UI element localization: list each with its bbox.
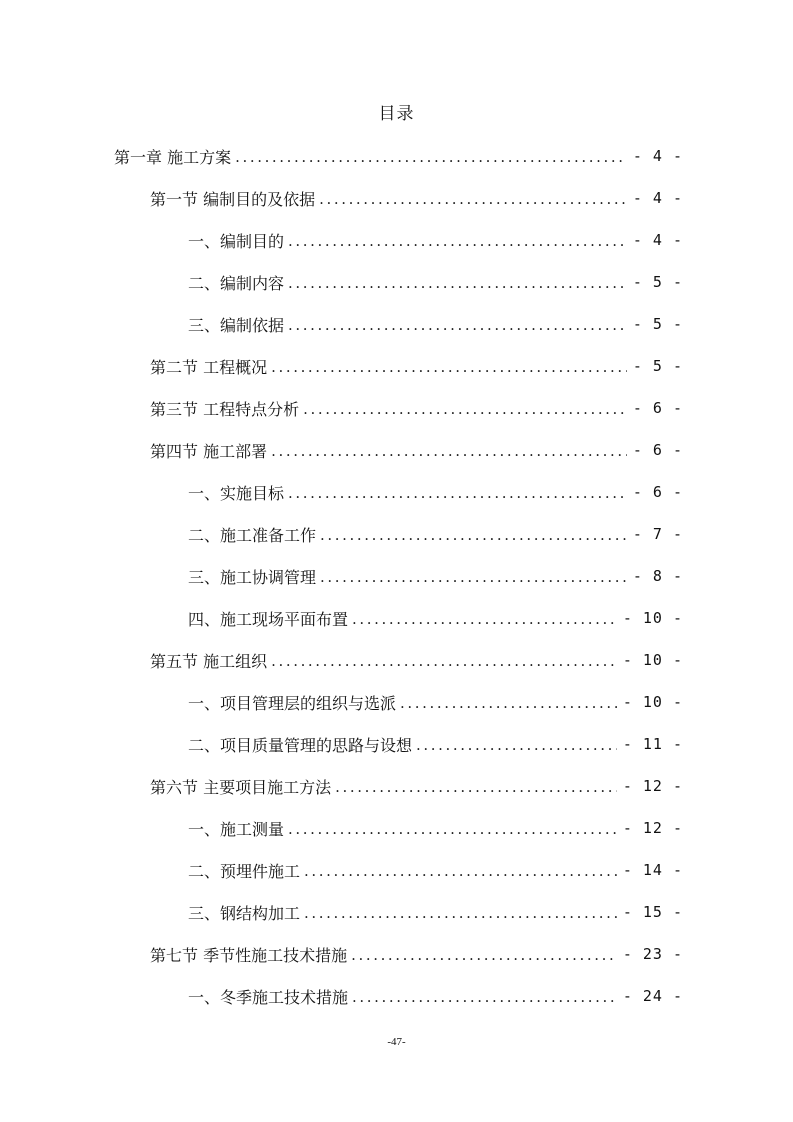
toc-entry[interactable] [188,479,683,505]
toc-entry[interactable] [150,185,683,211]
toc-entry-page: - 12 - [622,777,683,795]
page-number: -47- [387,1036,406,1048]
toc-entry-text: 三、编制依据 [188,315,285,335]
toc-entry[interactable] [188,689,683,715]
toc-entry-text: 第一节 编制目的及依据 [150,189,316,209]
toc-title: 目录 [378,104,415,124]
toc-entry[interactable] [188,563,683,589]
toc-entry-text: 第六节 主要项目施工方法 [150,777,332,797]
toc-entry-page: - 6 - [632,399,683,417]
toc-leader-dots [304,857,617,883]
toc-leader-dots [271,647,617,673]
toc-entry-page: - 4 - [632,231,683,249]
toc-entry-text: 第二节 工程概况 [150,357,268,377]
toc-entry-page: - 6 - [632,483,683,501]
toc-entry-text: 一、编制目的 [188,231,285,251]
toc-entry-page: - 10 - [622,609,683,627]
toc-leader-dots [320,521,627,547]
toc-entry[interactable] [188,521,683,547]
toc-entry-page: - 23 - [622,945,683,963]
toc-entry[interactable] [114,143,683,169]
toc-entry-page: - 24 - [622,987,683,1005]
toc-leader-dots [351,941,617,967]
toc-entry[interactable] [188,815,683,841]
toc-entry-page: - 14 - [622,861,683,879]
toc-entry-page: - 5 - [632,357,683,375]
toc-leader-dots [352,605,617,631]
toc-entry[interactable] [150,773,683,799]
toc-leader-dots [271,437,627,463]
toc-entry-page: - 4 - [632,147,683,165]
toc-entry[interactable] [188,731,683,757]
toc-entry[interactable] [150,395,683,421]
toc-entry[interactable] [188,311,683,337]
toc-entry-page: - 11 - [622,735,683,753]
toc-leader-dots [352,983,617,1009]
toc-entry[interactable] [188,857,683,883]
toc-entry-text: 二、项目质量管理的思路与设想 [188,735,413,755]
toc-entry-page: - 5 - [632,273,683,291]
toc-leader-dots [335,773,617,799]
toc-entry-page: - 12 - [622,819,683,837]
toc-entry[interactable] [188,899,683,925]
toc-entry[interactable] [188,605,683,631]
toc-entry-text: 第四节 施工部署 [150,441,268,461]
toc-entry-text: 一、施工测量 [188,819,285,839]
toc-leader-dots [400,689,617,715]
toc-entry-text: 二、编制内容 [188,273,285,293]
toc-leader-dots [288,479,627,505]
toc-entry[interactable] [150,437,683,463]
toc-entry-page: - 6 - [632,441,683,459]
toc-leader-dots [271,353,627,379]
toc-entry[interactable] [188,983,683,1009]
toc-entry[interactable] [188,227,683,253]
toc-entry[interactable] [188,269,683,295]
toc-leader-dots [320,563,627,589]
toc-entry-page: - 7 - [632,525,683,543]
toc-entry-text: 三、钢结构加工 [188,903,301,923]
toc-entry-text: 四、施工现场平面布置 [188,609,349,629]
toc-leader-dots [235,143,627,169]
toc-entry-page: - 8 - [632,567,683,585]
toc-entry-page: - 10 - [622,651,683,669]
toc-entry-text: 第七节 季节性施工技术措施 [150,945,348,965]
toc-entry[interactable] [150,647,683,673]
toc-leader-dots [319,185,627,211]
toc-leader-dots [416,731,617,757]
toc-leader-dots [288,815,617,841]
toc-entry-page: - 5 - [632,315,683,333]
toc-entry-text: 二、预埋件施工 [188,861,301,881]
toc-entry-text: 二、施工准备工作 [188,525,317,545]
toc-entry[interactable] [150,353,683,379]
toc-entry-text: 三、施工协调管理 [188,567,317,587]
toc-entry-text: 一、项目管理层的组织与选派 [188,693,397,713]
toc-leader-dots [304,899,617,925]
toc-leader-dots [288,269,627,295]
toc-entry[interactable] [150,941,683,967]
toc-entry-page: - 15 - [622,903,683,921]
toc-leader-dots [288,227,627,253]
toc-entry-page: - 10 - [622,693,683,711]
toc-leader-dots [303,395,627,421]
toc-entry-page: - 4 - [632,189,683,207]
toc-leader-dots [288,311,627,337]
toc-entry-text: 第一章 施工方案 [114,147,232,167]
toc-entry-text: 一、实施目标 [188,483,285,503]
toc-entry-text: 第五节 施工组织 [150,651,268,671]
toc-entry-text: 一、冬季施工技术措施 [188,987,349,1007]
toc-entry-text: 第三节 工程特点分析 [150,399,300,419]
